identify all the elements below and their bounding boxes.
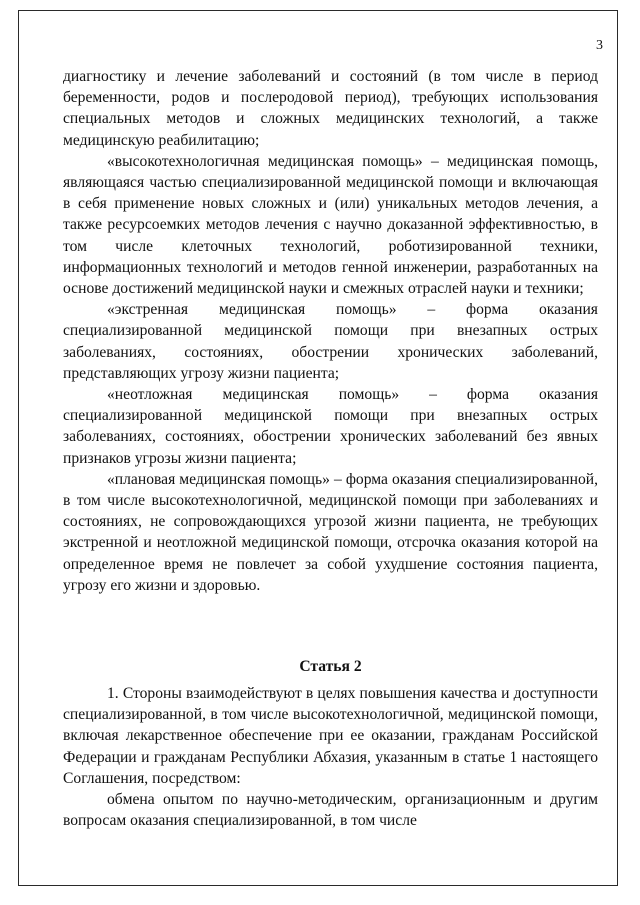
paragraph-experience-exchange: обмена опытом по научно-методическим, организационным и другим вопросам оказания специализированной, в том числе: [63, 791, 598, 830]
paragraph-emergency-care: «экстренная медицинская помощь» – форма оказания специализированной медицинской помощи при внезапных острых заболеваниях, состояниях, обострении хронических заболеваний, представляющих угрозу жизни пациента;: [63, 301, 598, 382]
paragraph-planned-care: «плановая медицинская помощь» – форма оказания специализированной, в том числе высокотехнологичной, медицинской помощи при заболеваниях и состояниях, не сопровождающихся угрозой жизни пациента, не требующих экстренной и неотложной медицинской помощи, отсрочка оказания которой на определенное время не повлечет за собой ухудшение состояния пациента, угрозу его жизни и здоровью.: [63, 470, 598, 594]
body-text-top: [63, 66, 598, 596]
paragraph-urgent-care: «неотложная медицинская помощь» – форма оказания специализированной медицинской помощи при внезапных острых заболеваниях, состояниях, обострении хронических заболеваний без явных признаков угрозы жизни пациента;: [63, 386, 598, 467]
page-number: 3: [596, 38, 603, 53]
body-text-bottom: [63, 683, 598, 831]
paragraph-article-2-point-1: 1. Стороны взаимодействуют в целях повышения качества и доступности специализированной, в том числе высокотехнологичной, медицинской помощи, включая лекарственное обеспечение при ее оказании, гражданам Российской Федерации и гражданам Республики Абхазия, указанным в статье 1 настоящего Соглашения, посредством:: [63, 685, 598, 787]
paragraph-high-tech-care: «высокотехнологичная медицинская помощь» – медицинская помощь, являющаяся частью специализированной медицинской помощи и включающая в себя применение новых сложных и (или) уникальных методов лечения, а также ресурсоемких методов лечения с научно доказанной эффективностью, в том числе клеточных технологий, роботизированной техники, информационных технологий и методов генной инженерии, разработанных на основе достижений медицинской науки и смежных отраслей науки и техники;: [63, 152, 598, 298]
article-heading: Статья 2: [299, 658, 362, 675]
paragraph-definition-continued: диагностику и лечение заболеваний и состояний (в том числе в период беременности, родов и послеродовой период), требующих использования специальных методов и сложных медицинских технологий, а также медицинскую реабилитацию;: [63, 68, 598, 149]
